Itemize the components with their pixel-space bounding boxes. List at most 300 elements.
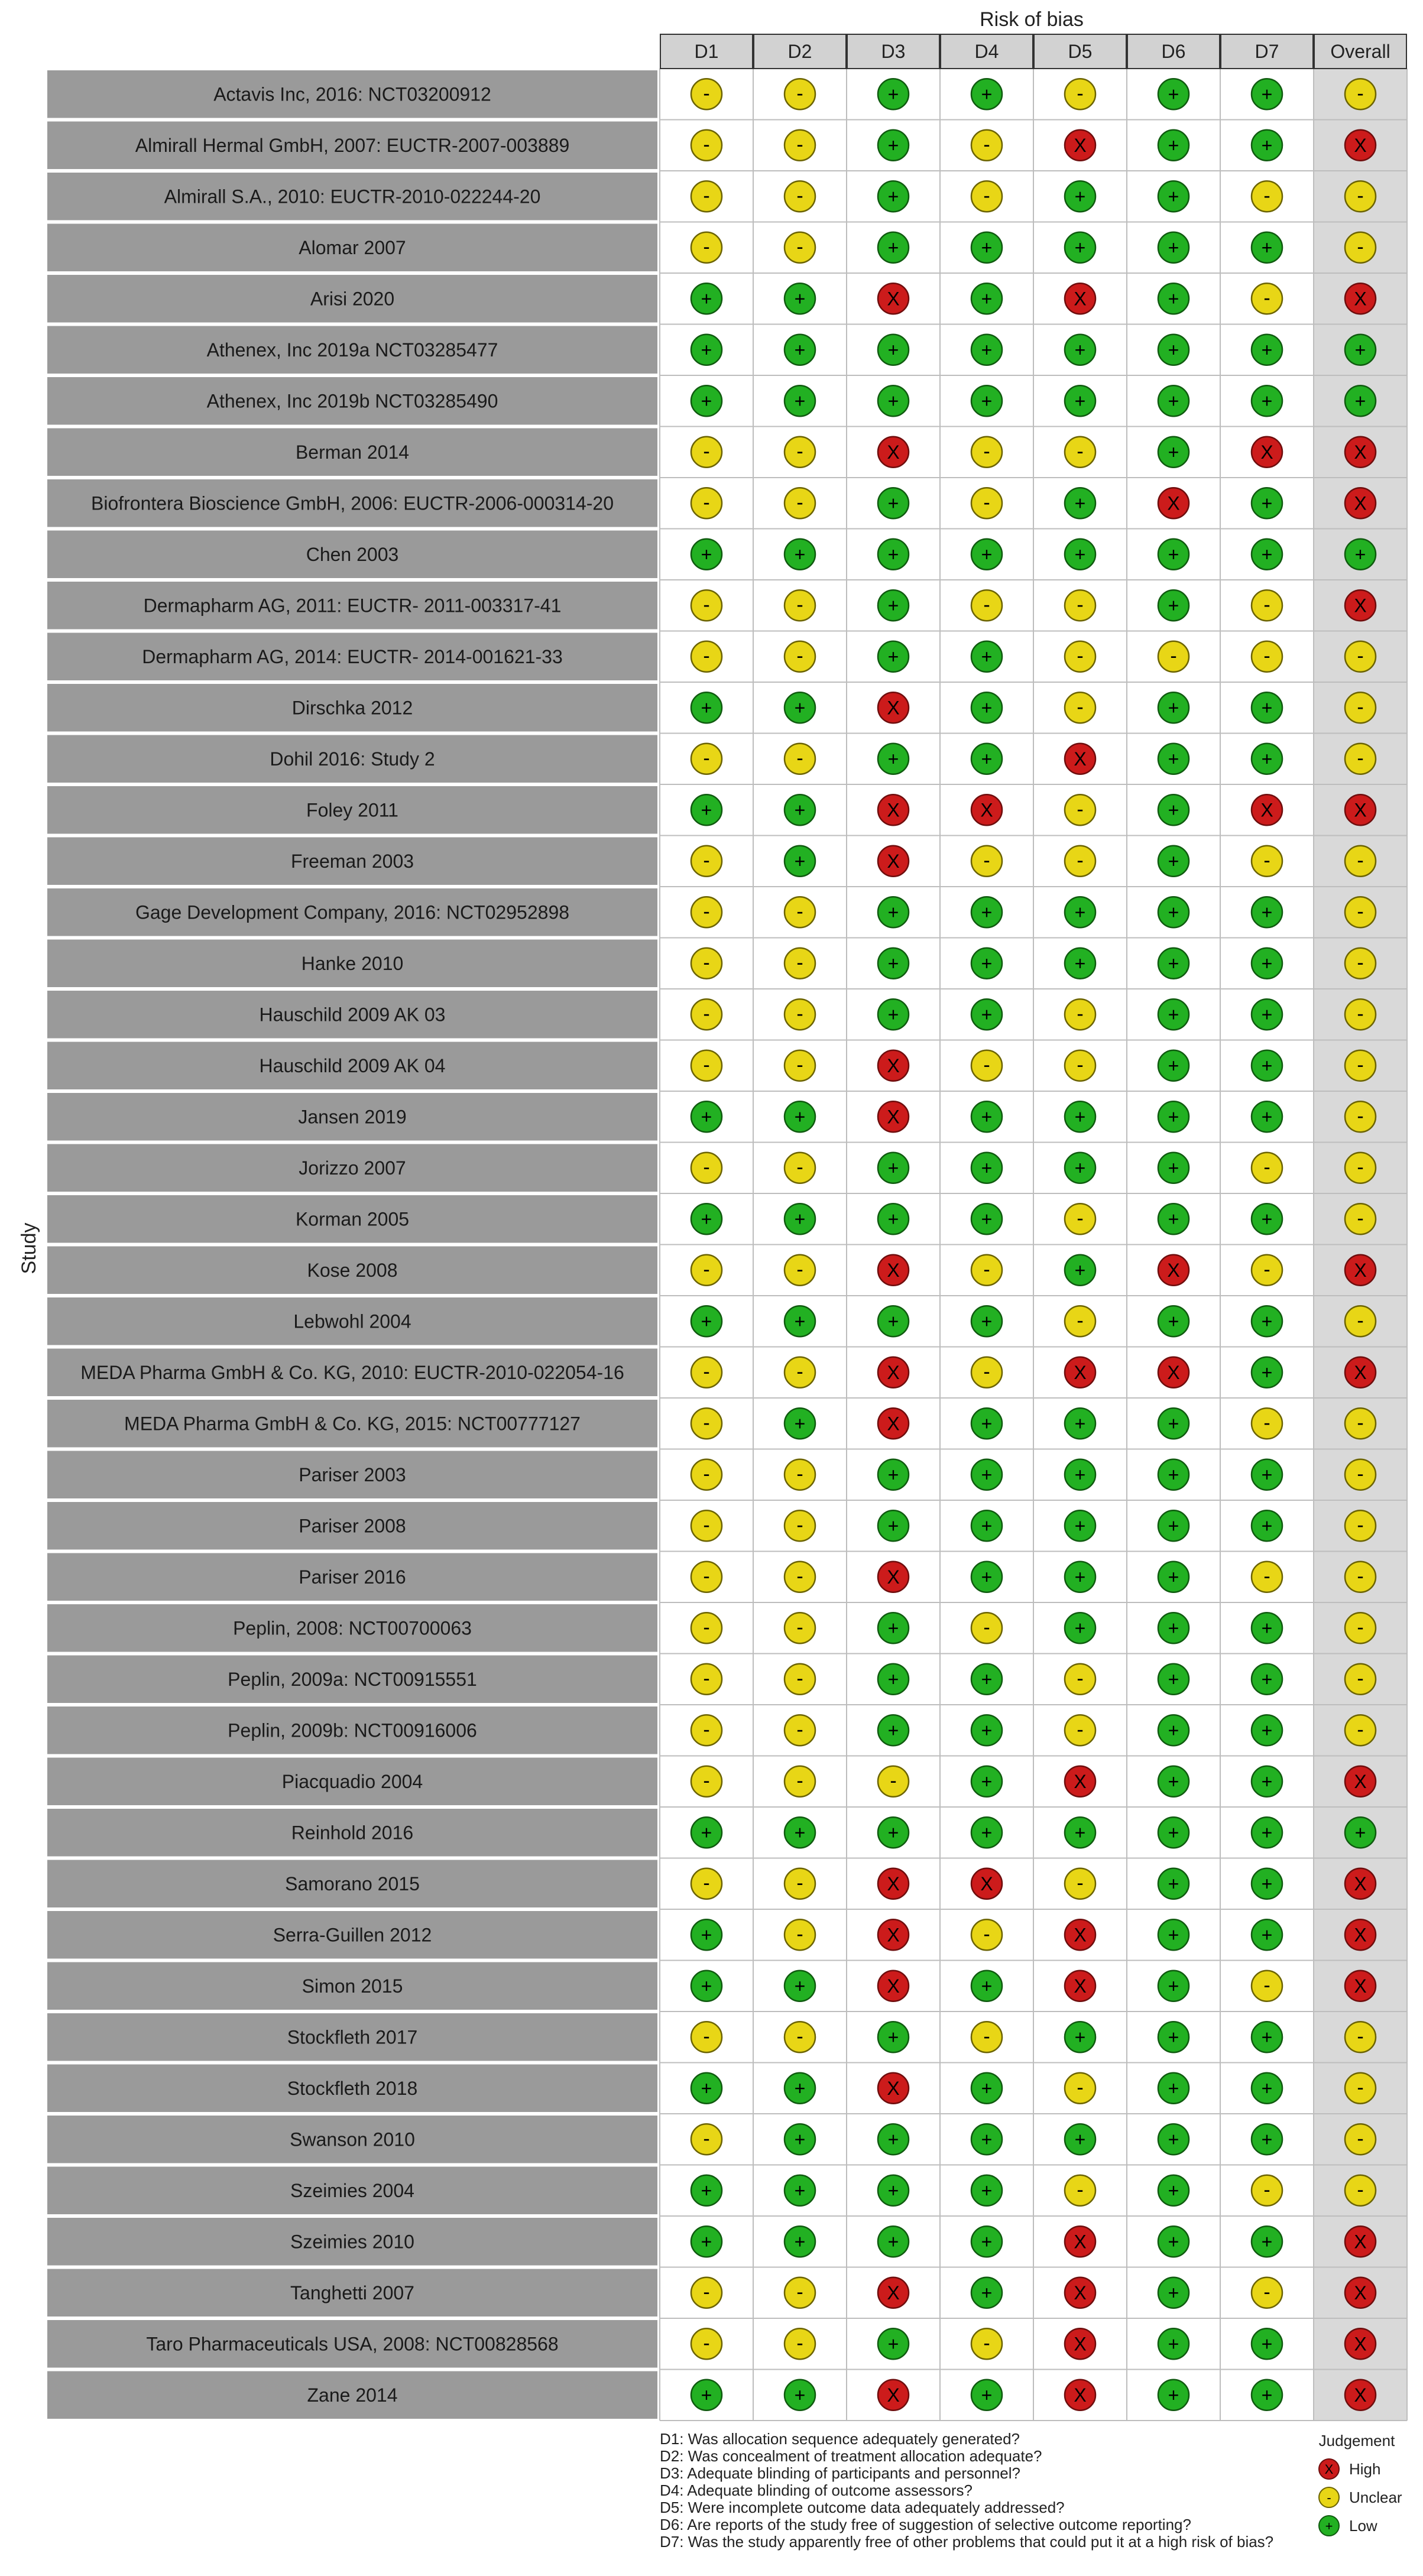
judgement-mark-d5-high xyxy=(1065,2277,1095,2308)
study-label: Gage Development Company, 2016: NCT02952898 xyxy=(135,901,570,923)
study-label: Jansen 2019 xyxy=(298,1106,407,1128)
judgement-mark-d4-low xyxy=(971,2073,1002,2104)
judgement-mark-d5-unclear xyxy=(1065,2073,1095,2104)
judgement-mark-d3-low xyxy=(878,539,909,570)
judgement-mark-d1-low xyxy=(691,385,722,416)
judgement-symbol: + xyxy=(887,339,899,361)
judgement-symbol: X xyxy=(887,799,900,821)
judgement-mark-d6-low xyxy=(1158,692,1189,723)
judgement-symbol: + xyxy=(1168,288,1179,310)
judgement-mark-d4-low xyxy=(971,79,1002,109)
judgement-mark-d1-unclear xyxy=(691,437,722,468)
judgement-symbol: X xyxy=(1074,1975,1087,1997)
judgement-symbol: - xyxy=(1077,1667,1084,1690)
judgement-mark-d4-low xyxy=(971,2380,1002,2410)
judgement-symbol: + xyxy=(1261,1464,1273,1485)
judgement-symbol: + xyxy=(981,2231,993,2253)
judgement-mark-d3-high xyxy=(878,283,909,314)
judgement-symbol: + xyxy=(1074,339,1086,361)
judgement-mark-d2-low xyxy=(785,846,815,877)
judgement-mark-d7-low xyxy=(1252,1203,1282,1234)
judgement-mark-d6-low xyxy=(1158,2022,1189,2052)
judgement-symbol: + xyxy=(887,1464,899,1485)
judgement-symbol: + xyxy=(1261,901,1273,923)
judgement-symbol: X xyxy=(1354,288,1367,310)
judgement-mark-overall-unclear xyxy=(1345,1459,1376,1490)
study-label: Serra-Guillen 2012 xyxy=(273,1924,432,1946)
study-label: Kose 2008 xyxy=(307,1259,398,1281)
footnote-line: D7: Was the study apparently free of other problems that could put it at a high risk of bias? xyxy=(660,2533,1274,2551)
judgement-mark-d3-high xyxy=(878,794,909,825)
judgement-mark-d6-low xyxy=(1158,2226,1189,2257)
study-label: Taro Pharmaceuticals USA, 2008: NCT00828568 xyxy=(146,2333,559,2355)
judgement-mark-d6-low xyxy=(1158,744,1189,774)
judgement-mark-d6-low xyxy=(1158,2380,1189,2410)
judgement-mark-d2-low xyxy=(785,2073,815,2104)
judgement-symbol: + xyxy=(1074,2129,1086,2150)
judgement-symbol: - xyxy=(703,1514,710,1537)
judgement-symbol: - xyxy=(983,1258,990,1281)
judgement-symbol: - xyxy=(1357,1003,1364,1026)
judgement-mark-d4-low xyxy=(971,1766,1002,1797)
judgement-symbol: + xyxy=(1261,236,1273,258)
judgement-mark-d2-low xyxy=(785,1203,815,1234)
judgement-symbol: - xyxy=(703,1616,710,1639)
legend-item-high xyxy=(1319,2459,1380,2479)
judgement-mark-d2-low xyxy=(785,2124,815,2155)
judgement-symbol: + xyxy=(1354,339,1366,361)
judgement-mark-overall-unclear xyxy=(1345,1510,1376,1541)
judgement-mark-overall-high xyxy=(1345,1766,1376,1797)
judgement-mark-d7-low xyxy=(1252,2073,1282,2104)
judgement-mark-d6-high xyxy=(1158,1255,1189,1286)
judgement-mark-d1-unclear xyxy=(691,1664,722,1695)
judgement-symbol: + xyxy=(1168,1924,1179,1946)
judgement-mark-overall-unclear xyxy=(1345,641,1376,672)
judgement-symbol: - xyxy=(703,900,710,923)
judgement-mark-d5-high xyxy=(1065,1766,1095,1797)
judgement-symbol: - xyxy=(703,1258,710,1281)
judgement-mark-d4-high xyxy=(971,794,1002,825)
judgement-symbol: + xyxy=(1261,1924,1273,1946)
judgement-symbol: + xyxy=(981,2282,993,2304)
judgement-symbol: - xyxy=(1357,235,1364,258)
judgement-mark-d5-unclear xyxy=(1065,2175,1095,2206)
judgement-mark-d1-unclear xyxy=(691,2022,722,2052)
legend-item-unclear xyxy=(1319,2487,1402,2507)
judgement-symbol: + xyxy=(1354,1822,1366,1844)
judgement-symbol: X xyxy=(887,850,900,872)
judgement-symbol: - xyxy=(703,440,710,463)
judgement-mark-d2-low xyxy=(785,1306,815,1336)
judgement-symbol: - xyxy=(983,184,990,207)
study-label: Swanson 2010 xyxy=(290,2129,415,2150)
judgement-symbol: - xyxy=(1263,1974,1270,1997)
judgement-mark-d2-unclear xyxy=(785,2328,815,2359)
judgement-mark-d7-unclear xyxy=(1252,641,1282,672)
judgement-mark-overall-high xyxy=(1345,1868,1376,1899)
judgement-symbol: - xyxy=(983,491,990,514)
judgement-symbol: + xyxy=(1168,1413,1179,1435)
study-label: Szeimies 2010 xyxy=(290,2231,414,2253)
judgement-mark-d1-unclear xyxy=(691,232,722,263)
judgement-symbol: + xyxy=(701,1106,712,1128)
study-label: Alomar 2007 xyxy=(299,236,406,258)
judgement-symbol: + xyxy=(981,1566,993,1588)
judgement-mark-d7-unclear xyxy=(1252,846,1282,877)
judgement-mark-overall-high xyxy=(1345,2277,1376,2308)
judgement-mark-d6-low xyxy=(1158,283,1189,314)
judgement-symbol: + xyxy=(1261,390,1273,412)
judgement-mark-d1-unclear xyxy=(691,1766,722,1797)
judgement-symbol: + xyxy=(1261,2129,1273,2150)
judgement-symbol: + xyxy=(1074,1464,1086,1485)
judgement-mark-overall-low xyxy=(1345,385,1376,416)
judgement-mark-d4-low xyxy=(971,2175,1002,2206)
judgement-mark-d4-unclear xyxy=(971,1255,1002,1286)
judgement-symbol: + xyxy=(1168,2231,1179,2253)
judgement-symbol: + xyxy=(981,901,993,923)
judgement-symbol: + xyxy=(1261,492,1273,514)
judgement-symbol: - xyxy=(983,1616,990,1639)
judgement-mark-d7-high xyxy=(1252,437,1282,468)
judgement-symbol: X xyxy=(887,2384,900,2406)
judgement-symbol: + xyxy=(1168,1770,1179,1792)
judgement-symbol: + xyxy=(981,288,993,310)
judgement-symbol: - xyxy=(1357,1462,1364,1485)
judgement-mark-overall-unclear xyxy=(1345,1562,1376,1592)
judgement-mark-d2-low xyxy=(785,794,815,825)
judgement-symbol: + xyxy=(981,2179,993,2201)
judgement-symbol: X xyxy=(1354,441,1367,463)
judgement-symbol: - xyxy=(1077,1207,1084,1230)
judgement-symbol: - xyxy=(703,133,710,156)
judgement-mark-d6-low xyxy=(1158,181,1189,212)
judgement-mark-overall-unclear xyxy=(1345,846,1376,877)
judgement-mark-d1-unclear xyxy=(691,1562,722,1592)
judgement-symbol: + xyxy=(1168,2282,1179,2304)
judgement-symbol: + xyxy=(1074,1515,1086,1537)
judgement-mark-d4-unclear xyxy=(971,846,1002,877)
study-label: Pariser 2016 xyxy=(299,1566,406,1588)
judgement-symbol: X xyxy=(887,1055,900,1076)
judgement-symbol: - xyxy=(796,82,803,105)
judgement-mark-d7-low xyxy=(1252,2226,1282,2257)
judgement-mark-d2-unclear xyxy=(785,2277,815,2308)
judgement-mark-d1-unclear xyxy=(691,897,722,927)
judgement-symbol: - xyxy=(1077,1053,1084,1076)
judgement-mark-d3-low xyxy=(878,1613,909,1643)
judgement-symbol: - xyxy=(1357,2025,1364,2048)
judgement-symbol: + xyxy=(981,1310,993,1332)
judgement-symbol: - xyxy=(796,1616,803,1639)
judgement-mark-d4-low xyxy=(971,1153,1002,1183)
judgement-mark-d7-low xyxy=(1252,1868,1282,1899)
judgement-symbol: - xyxy=(796,1565,803,1588)
judgement-symbol: + xyxy=(887,748,899,770)
judgement-symbol: - xyxy=(796,2332,803,2355)
judgement-mark-d7-unclear xyxy=(1252,1971,1282,2001)
judgement-mark-overall-unclear xyxy=(1345,1408,1376,1439)
judgement-symbol: + xyxy=(981,236,993,258)
judgement-symbol: - xyxy=(1357,747,1364,770)
judgement-symbol: + xyxy=(1261,1361,1273,1383)
judgement-mark-overall-unclear xyxy=(1345,2124,1376,2155)
judgement-symbol: + xyxy=(1261,1668,1273,1690)
study-label: Zane 2014 xyxy=(307,2384,398,2406)
study-label: Lebwohl 2004 xyxy=(293,1310,411,1332)
judgement-symbol: X xyxy=(980,799,993,821)
judgement-mark-d3-high xyxy=(878,1971,909,2001)
judgement-symbol: X xyxy=(887,2282,900,2304)
judgement-mark-d1-unclear xyxy=(691,79,722,109)
judgement-mark-d7-low xyxy=(1252,2380,1282,2410)
judgement-symbol: - xyxy=(703,747,710,770)
judgement-symbol: - xyxy=(1357,696,1364,719)
judgement-mark-d1-low xyxy=(691,1919,722,1950)
judgement-mark-d4-low xyxy=(971,948,1002,979)
judgement-symbol: + xyxy=(1261,543,1273,565)
judgement-symbol: + xyxy=(794,697,806,719)
judgement-mark-d5-unclear xyxy=(1065,590,1095,621)
judgement-symbol: X xyxy=(887,1924,900,1946)
judgement-mark-d3-low xyxy=(878,130,909,161)
judgement-symbol: + xyxy=(981,1668,993,1690)
judgement-symbol: + xyxy=(1168,2129,1179,2150)
judgement-mark-d3-high xyxy=(878,1408,909,1439)
judgement-symbol: - xyxy=(1263,1156,1270,1179)
judgement-symbol: + xyxy=(1074,1617,1086,1639)
judgement-symbol: + xyxy=(1261,1822,1273,1844)
column-header-label: D6 xyxy=(1161,41,1186,62)
judgement-symbol: - xyxy=(1357,2076,1364,2099)
judgement-symbol: X xyxy=(887,1361,900,1383)
judgement-mark-d3-high xyxy=(878,846,909,877)
judgement-mark-d4-unclear xyxy=(971,2022,1002,2052)
judgement-symbol: + xyxy=(1261,2077,1273,2099)
judgement-mark-d3-high xyxy=(878,692,909,723)
study-label: Actavis Inc, 2016: NCT03200912 xyxy=(213,83,491,105)
judgement-mark-d3-high xyxy=(878,1562,909,1592)
judgement-mark-d4-low xyxy=(971,1562,1002,1592)
judgement-symbol: + xyxy=(1074,1413,1086,1435)
judgement-symbol: - xyxy=(703,2332,710,2355)
judgement-mark-d7-unclear xyxy=(1252,181,1282,212)
judgement-symbol: + xyxy=(981,2384,993,2406)
judgement-mark-d7-low xyxy=(1252,1919,1282,1950)
judgement-symbol: + xyxy=(887,645,899,667)
study-label: Stockfleth 2017 xyxy=(287,2026,418,2048)
judgement-symbol: + xyxy=(701,288,712,310)
judgement-mark-d6-low xyxy=(1158,590,1189,621)
judgement-mark-d7-low xyxy=(1252,999,1282,1030)
judgement-mark-d1-low xyxy=(691,2380,722,2410)
judgement-symbol: + xyxy=(794,1822,806,1844)
judgement-mark-d2-low xyxy=(785,335,815,365)
judgement-mark-d6-low xyxy=(1158,335,1189,365)
judgement-symbol: + xyxy=(1261,1004,1273,1026)
judgement-mark-d5-low xyxy=(1065,488,1095,518)
judgement-mark-d2-low xyxy=(785,283,815,314)
judgement-symbol: X xyxy=(1354,2384,1367,2406)
legend-title: Judgement xyxy=(1318,2432,1395,2450)
judgement-symbol: + xyxy=(981,1208,993,1230)
judgement-symbol: + xyxy=(701,1975,712,1997)
judgement-mark-d2-unclear xyxy=(785,1766,815,1797)
column-header-label: D1 xyxy=(694,41,719,62)
judgement-mark-d6-low xyxy=(1158,1408,1189,1439)
judgement-mark-d3-low xyxy=(878,79,909,109)
judgement-mark-d3-high xyxy=(878,1919,909,1950)
judgement-symbol: + xyxy=(1074,1157,1086,1179)
judgement-symbol: - xyxy=(1357,82,1364,105)
judgement-mark-d5-high xyxy=(1065,130,1095,161)
judgement-mark-d2-unclear xyxy=(785,1562,815,1592)
judgement-symbol: + xyxy=(794,850,806,872)
judgement-mark-d6-low xyxy=(1158,2175,1189,2206)
judgement-mark-overall-unclear xyxy=(1345,1664,1376,1695)
legend-symbol: - xyxy=(1327,2490,1331,2505)
judgement-symbol: - xyxy=(1077,82,1084,105)
judgement-mark-d1-low xyxy=(691,1817,722,1848)
judgement-symbol: + xyxy=(1074,901,1086,923)
judgement-symbol: + xyxy=(1168,799,1179,821)
judgement-mark-overall-low xyxy=(1345,335,1376,365)
judgement-symbol: - xyxy=(703,1667,710,1690)
judgement-mark-d7-low xyxy=(1252,130,1282,161)
judgement-mark-d4-low xyxy=(971,2124,1002,2155)
judgement-symbol: + xyxy=(1074,2026,1086,2048)
judgement-mark-d3-high xyxy=(878,2073,909,2104)
judgement-mark-overall-high xyxy=(1345,1357,1376,1388)
judgement-symbol: - xyxy=(703,1769,710,1792)
judgement-symbol: + xyxy=(887,83,899,105)
judgement-mark-d6-low xyxy=(1158,1868,1189,1899)
judgement-symbol: - xyxy=(796,951,803,974)
judgement-symbol: - xyxy=(703,2127,710,2150)
judgement-mark-d4-low xyxy=(971,999,1002,1030)
judgement-mark-d1-low xyxy=(691,1101,722,1132)
judgement-symbol: - xyxy=(1077,1003,1084,1026)
judgement-symbol: + xyxy=(981,339,993,361)
column-header-label: Overall xyxy=(1330,41,1390,62)
judgement-symbol: X xyxy=(887,1975,900,1997)
column-header-label: D4 xyxy=(974,41,999,62)
judgement-mark-d5-low xyxy=(1065,2022,1095,2052)
judgement-symbol: X xyxy=(1354,134,1367,156)
judgement-symbol: - xyxy=(1263,287,1270,310)
judgement-mark-d5-high xyxy=(1065,2328,1095,2359)
judgement-mark-d1-unclear xyxy=(691,1613,722,1643)
judgement-mark-overall-unclear xyxy=(1345,2073,1376,2104)
judgement-symbol: + xyxy=(1354,543,1366,565)
judgement-mark-d6-low xyxy=(1158,1971,1189,2001)
judgement-symbol: - xyxy=(1263,2178,1270,2201)
judgement-symbol: + xyxy=(1074,1566,1086,1588)
judgement-mark-d3-low xyxy=(878,488,909,518)
judgement-symbol: - xyxy=(1170,644,1177,667)
judgement-symbol: + xyxy=(981,697,993,719)
judgement-mark-d3-low xyxy=(878,1510,909,1541)
judgement-mark-d1-unclear xyxy=(691,2124,722,2155)
judgement-mark-d6-high xyxy=(1158,1357,1189,1388)
judgement-symbol: - xyxy=(1357,1412,1364,1435)
judgement-symbol: + xyxy=(1168,595,1179,617)
study-label: Jorizzo 2007 xyxy=(299,1157,406,1179)
judgement-mark-overall-high xyxy=(1345,437,1376,468)
judgement-symbol: + xyxy=(887,1720,899,1741)
judgement-mark-overall-high xyxy=(1345,1971,1376,2001)
judgement-mark-d2-unclear xyxy=(785,181,815,212)
judgement-symbol: - xyxy=(796,491,803,514)
judgement-mark-d4-low xyxy=(971,1971,1002,2001)
judgement-symbol: - xyxy=(1077,798,1084,821)
judgement-symbol: + xyxy=(981,748,993,770)
judgement-mark-overall-high xyxy=(1345,1255,1376,1286)
judgement-symbol: X xyxy=(1354,1770,1367,1792)
judgement-symbol: - xyxy=(796,1053,803,1076)
judgement-mark-d2-unclear xyxy=(785,1255,815,1286)
judgement-mark-d7-unclear xyxy=(1252,1153,1282,1183)
legend-symbol: + xyxy=(1325,2519,1333,2533)
judgement-symbol: + xyxy=(794,543,806,565)
judgement-symbol: + xyxy=(701,1208,712,1230)
judgement-symbol: + xyxy=(981,2077,993,2099)
study-label: Freeman 2003 xyxy=(290,850,414,872)
judgement-symbol: X xyxy=(1074,2333,1087,2355)
judgement-symbol: X xyxy=(1354,1924,1367,1946)
judgement-mark-d4-low xyxy=(971,692,1002,723)
judgement-symbol: + xyxy=(701,2231,712,2253)
judgement-mark-d2-low xyxy=(785,1408,815,1439)
judgement-symbol: + xyxy=(1261,1310,1273,1332)
judgement-symbol: + xyxy=(1168,748,1179,770)
judgement-mark-d4-unclear xyxy=(971,488,1002,518)
judgement-symbol: + xyxy=(981,390,993,412)
judgement-mark-d3-low xyxy=(878,2022,909,2052)
judgement-mark-d3-high xyxy=(878,2380,909,2410)
judgement-symbol: - xyxy=(1077,2178,1084,2201)
judgement-symbol: + xyxy=(1168,952,1179,974)
judgement-symbol: + xyxy=(1168,2384,1179,2406)
judgement-mark-d2-unclear xyxy=(785,488,815,518)
judgement-symbol: - xyxy=(1357,1616,1364,1639)
judgement-symbol: + xyxy=(981,1464,993,1485)
study-label: Dirschka 2012 xyxy=(291,697,413,719)
judgement-mark-d7-low xyxy=(1252,1510,1282,1541)
judgement-mark-d4-low xyxy=(971,283,1002,314)
judgement-mark-d7-low xyxy=(1252,1817,1282,1848)
judgement-symbol: - xyxy=(1077,1718,1084,1741)
judgement-symbol: + xyxy=(1261,952,1273,974)
judgement-symbol: + xyxy=(887,186,899,207)
judgement-mark-d6-low xyxy=(1158,2073,1189,2104)
judgement-mark-d3-low xyxy=(878,2175,909,2206)
judgement-symbol: - xyxy=(796,644,803,667)
judgement-mark-d2-unclear xyxy=(785,897,815,927)
judgement-mark-overall-high xyxy=(1345,130,1376,161)
judgement-symbol: + xyxy=(701,799,712,821)
judgement-mark-d5-low xyxy=(1065,1153,1095,1183)
study-label: MEDA Pharma GmbH & Co. KG, 2010: EUCTR-2010-022054-16 xyxy=(80,1361,624,1383)
judgement-symbol: - xyxy=(1357,2178,1364,2201)
judgement-mark-d7-low xyxy=(1252,1613,1282,1643)
judgement-symbol: - xyxy=(796,1718,803,1741)
judgement-mark-d7-low xyxy=(1252,897,1282,927)
judgement-mark-d7-low xyxy=(1252,1459,1282,1490)
legend-label: Unclear xyxy=(1349,2489,1402,2506)
judgement-mark-d3-high xyxy=(878,437,909,468)
